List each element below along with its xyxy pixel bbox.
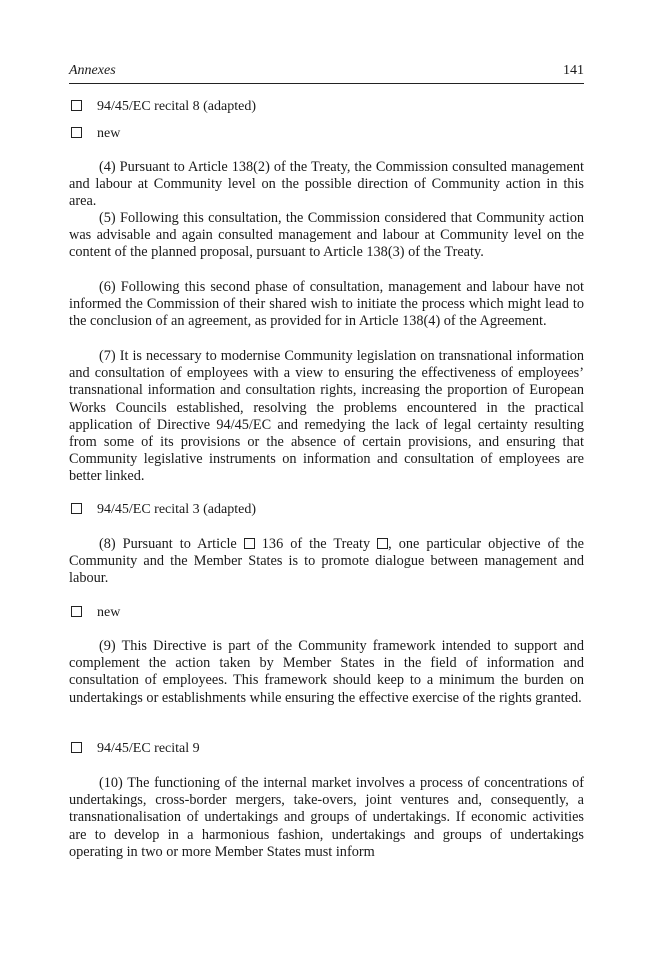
marker-label: new	[97, 605, 121, 620]
paragraph-6: (6) Following this second phase of consultation, management and labour have not informed the Commission of their shared wish to initiate the process which might lead to the conclusion of an agreement, as provided for in Article 138(4) of the Agreement.	[69, 279, 584, 330]
paragraph-8-text-end: , one particular objective of the Community and the Member States is to promote dialogue between management and labour.	[69, 536, 584, 587]
paragraph-7: (7) It is necessary to modernise Community legislation on transnational information and consultation of employees with a view to ensuring the effectiveness of employees’ transnational information and consultation rights, increasing the proportion of European Works Councils established, resolving the problems encountered in the practical application of Directive 94/45/EC and remedying the lack of legal certainty resulting from some of its provisions or the absence of certain provisions, and ensuring that Community legislative instruments on information and consultation of employees are better linked.	[69, 348, 584, 485]
marker-box-icon	[71, 100, 82, 111]
marker-label: 94/45/EC recital 3 (adapted)	[97, 502, 256, 517]
page-header	[69, 61, 584, 84]
paragraph-8-text-start: (8) Pursuant to Article	[99, 536, 244, 552]
marker-box-icon	[71, 503, 82, 514]
insertion-box-icon	[377, 538, 388, 549]
paragraph-4: (4) Pursuant to Article 138(2) of the Treaty, the Commission consulted management and labour at Community level on the possible direction of Community action in this area.	[69, 159, 584, 210]
insertion-box-icon	[244, 538, 255, 549]
paragraph-8-text-middle: 136 of the Treaty	[254, 536, 378, 552]
marker-box-icon	[71, 127, 82, 138]
source-marker-new-2	[71, 604, 120, 622]
source-marker-recital-9	[71, 740, 200, 758]
source-marker-recital-8	[71, 98, 256, 116]
marker-box-icon	[71, 742, 82, 753]
paragraph-10: (10) The functioning of the internal market involves a process of concentrations of undertakings, cross-border mergers, take-overs, joint ventures and, consequently, a transnationalisation of undertakings and groups of undertakings. If economic activities are to develop in a harmonious fashion, undertakings and groups of undertakings operating in two or more Member States must inform	[69, 775, 584, 860]
page-number: 141	[563, 63, 584, 78]
paragraph-9: (9) This Directive is part of the Community framework intended to support and complement the action taken by Member States in the field of information and consultation of employees. This framework should keep to a minimum the burden on undertakings or establishments while ensuring the effective exercise of the rights granted.	[69, 638, 584, 706]
marker-box-icon	[71, 606, 82, 617]
source-marker-recital-3	[71, 501, 256, 519]
paragraph-8	[69, 536, 584, 588]
running-title: Annexes	[69, 63, 116, 78]
marker-label: 94/45/EC recital 9	[97, 741, 200, 756]
paragraph-5: (5) Following this consultation, the Commission considered that Community action was advisable and again consulted management and labour at Community level on the content of the planned proposal, pursuant to Article 138(3) of the Treaty.	[69, 210, 584, 261]
source-marker-new-1	[71, 125, 120, 143]
marker-label: new	[97, 126, 121, 141]
marker-label: 94/45/EC recital 8 (adapted)	[97, 99, 256, 114]
